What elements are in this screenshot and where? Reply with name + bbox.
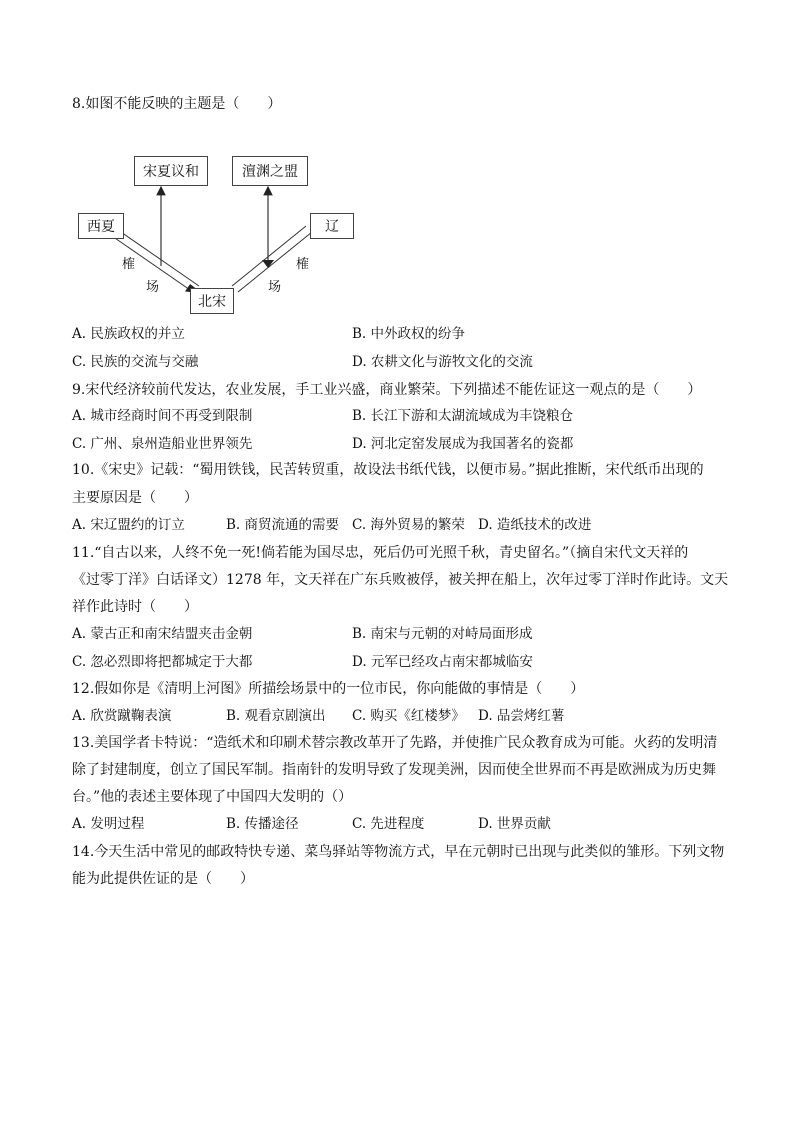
- q8-option-a: A. 民族政权的并立: [72, 326, 185, 342]
- q11-option-d: D. 元军已经攻占南宋都城临安: [352, 654, 533, 670]
- q12-option-a: A. 欣赏蹴鞠表演: [72, 708, 172, 724]
- q9-option-d: D. 河北定窑发展成为我国著名的瓷都: [352, 436, 574, 452]
- q10-option-d: D. 造纸技术的改进: [478, 517, 592, 533]
- node-liao: 辽: [310, 213, 354, 239]
- q10-option-b: B. 商贸流通的需要: [226, 517, 340, 533]
- q10-option-a: A. 宋辽盟约的订立: [72, 517, 185, 533]
- q13-stem-line-2: 除了封建制度，创立了国民军制。指南针的发明导致了发现美洲，因而使全世界而不再是欧洲成为历史舞: [72, 762, 716, 778]
- label-que-left: 榷: [122, 257, 136, 272]
- node-beisong: 北宋: [190, 288, 234, 314]
- node-xixia: 西夏: [78, 213, 124, 239]
- q13-option-b: B. 传播途径: [226, 816, 299, 832]
- node-song-xia-peace: 宋夏议和: [134, 156, 208, 186]
- q13-stem-line-1: 13.美国学者卡特说：“造纸术和印刷术替宗教改革开了先路，并使推广民众教育成为可能。火药的发明清: [72, 735, 718, 751]
- q8-option-b: B. 中外政权的纷争: [352, 326, 466, 342]
- q8-stem: 8.如图不能反映的主题是（ ）: [72, 96, 282, 112]
- q11-stem-line-1: 11.“自古以来，人终不免一死!倘若能为国尽忠，死后仍可光照千秋，青史留名。”（摘自宋代文天祥的: [72, 545, 689, 561]
- q14-stem-line-1: 14.今天生活中常见的邮政特快专递、菜鸟驿站等物流方式，早在元朝时已出现与此类似的雏形。下列文物: [72, 844, 725, 860]
- q13-option-a: A. 发明过程: [72, 816, 145, 832]
- q12-stem: 12.假如你是《清明上河图》所描绘场景中的一位市民，你向能做的事情是（ ）: [72, 681, 585, 697]
- q10-stem-line-1: 10.《宋史》记载：“蜀用铁钱，民苦转贸重，故设法书纸代钱，以便市易。”据此推断，宋代纸币出现的: [72, 462, 704, 478]
- q11-option-a: A. 蒙古正和南宋结盟夹击金朝: [72, 626, 253, 642]
- q9-option-b: B. 长江下游和太湖流域成为丰饶粮仓: [352, 408, 574, 424]
- q13-option-d: D. 世界贡献: [478, 816, 551, 832]
- q14-stem-line-2: 能为此提供佐证的是（ ）: [72, 871, 254, 887]
- q11-stem-line-3: 祥作此诗时（ ）: [72, 599, 198, 615]
- q10-stem-line-2: 主要原因是（ ）: [72, 490, 198, 506]
- q13-stem-line-3: 台。”他的表述主要体现了中国四大发明的（）: [72, 789, 353, 805]
- q9-option-c: C. 广州、泉州造船业世界领先: [72, 436, 253, 452]
- label-chang-right: 场: [268, 280, 282, 295]
- node-chanyuan-treaty: 澶渊之盟: [232, 156, 308, 186]
- label-que-right: 榷: [296, 257, 310, 272]
- q9-stem: 9.宋代经济较前代发达，农业发展，手工业兴盛，商业繁荣。下列描述不能佐证这一观点的是（ ）: [72, 382, 702, 398]
- q13-option-c: C. 先进程度: [352, 816, 425, 832]
- q11-option-b: B. 南宋与元朝的对峙局面形成: [352, 626, 533, 642]
- q11-stem-line-2: 《过零丁洋》白话译文）1278 年，文天祥在广东兵败被俘，被关押在船上，次年过零丁洋时作此诗。文天: [72, 572, 729, 588]
- q12-option-b: B. 观看京剧演出: [226, 708, 326, 724]
- q11-option-c: C. 忽必烈即将把都城定于大都: [72, 654, 253, 670]
- q8-option-d: D. 农耕文化与游牧文化的交流: [352, 354, 533, 370]
- q10-option-c: C. 海外贸易的繁荣: [352, 517, 465, 533]
- q9-option-a: A. 城市经商时间不再受到限制: [72, 408, 253, 424]
- label-chang-left: 场: [146, 280, 160, 295]
- q12-option-d: D. 品尝烤红薯: [478, 708, 565, 724]
- q8-option-c: C. 民族的交流与交融: [72, 354, 199, 370]
- q12-option-c: C. 购买《红楼梦》: [352, 708, 465, 724]
